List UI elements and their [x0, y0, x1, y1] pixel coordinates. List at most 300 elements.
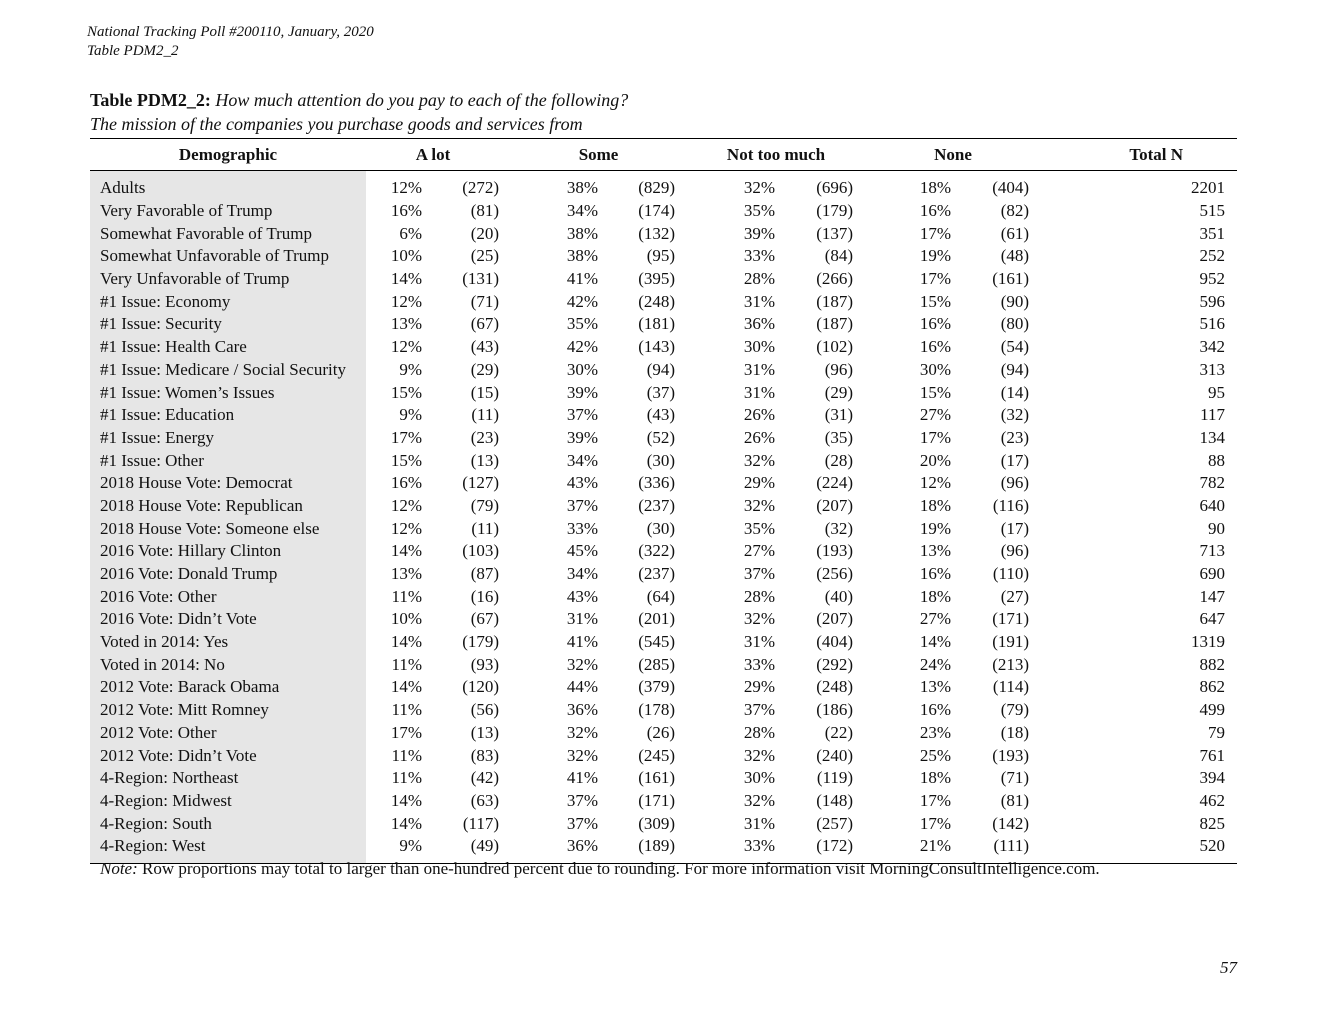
- row-label: 2016 Vote: Donald Trump: [90, 563, 366, 586]
- table-row: [90, 517, 1237, 540]
- not-too-much-count: (31): [824, 405, 854, 425]
- some-pct: 38%: [566, 246, 599, 266]
- not-too-much-pct: 31%: [743, 382, 776, 402]
- not-too-much-count: (32): [824, 518, 854, 538]
- column-gap: [676, 222, 698, 245]
- row-label: Somewhat Favorable of Trump: [90, 222, 366, 245]
- table-row: [90, 540, 1237, 563]
- column-gap: [500, 563, 521, 586]
- none-count: (171): [992, 609, 1030, 629]
- some-pct: 39%: [566, 427, 599, 447]
- column-gap: [676, 336, 698, 359]
- none-pct: 16%: [919, 314, 952, 334]
- not-too-much-pct: 28%: [743, 269, 776, 289]
- row-label: #1 Issue: Education: [90, 404, 366, 427]
- row-label: 2018 House Vote: Someone else: [90, 517, 366, 540]
- not-too-much-pct: 32%: [743, 609, 776, 629]
- column-gap: [854, 268, 876, 291]
- a-lot-pct: 15%: [390, 450, 422, 470]
- row-label: #1 Issue: Economy: [90, 290, 366, 313]
- column-gap: [676, 381, 698, 404]
- some-count: (43): [646, 405, 676, 425]
- a-lot-pct: 10%: [390, 609, 422, 629]
- column-gap: [500, 449, 521, 472]
- some-pct: 37%: [566, 790, 599, 810]
- column-gap: [854, 722, 876, 745]
- some-pct: 34%: [566, 450, 599, 470]
- some-pct: 43%: [566, 586, 599, 606]
- table-row: [90, 268, 1237, 291]
- table-row: [90, 290, 1237, 313]
- none-count: (82): [1000, 201, 1030, 221]
- not-too-much-pct: 32%: [743, 495, 776, 515]
- row-label: 2012 Vote: Didn’t Vote: [90, 744, 366, 767]
- table-row: [90, 472, 1237, 495]
- table-row: [90, 812, 1237, 835]
- column-gap: [500, 812, 521, 835]
- column-gap: [500, 608, 521, 631]
- header-row: [90, 139, 1237, 171]
- not-too-much-pct: 32%: [743, 178, 776, 198]
- a-lot-pct: 15%: [390, 382, 422, 402]
- a-lot-count: (117): [462, 813, 500, 833]
- total-n: 147: [1199, 586, 1226, 606]
- row-label: #1 Issue: Security: [90, 313, 366, 336]
- a-lot-count: (15): [470, 382, 500, 402]
- total-n: 862: [1199, 677, 1226, 697]
- not-too-much-pct: 28%: [743, 586, 776, 606]
- total-n: 690: [1199, 564, 1226, 584]
- none-pct: 17%: [919, 269, 952, 289]
- column-gap: [676, 290, 698, 313]
- none-count: (32): [1000, 405, 1030, 425]
- some-count: (30): [646, 518, 676, 538]
- not-too-much-count: (186): [816, 700, 854, 720]
- row-label: 2012 Vote: Other: [90, 722, 366, 745]
- none-count: (61): [1000, 223, 1030, 243]
- none-count: (18): [1000, 722, 1030, 742]
- a-lot-pct: 12%: [390, 518, 422, 538]
- not-too-much-count: (193): [816, 541, 854, 561]
- some-pct: 37%: [566, 495, 599, 515]
- not-too-much-count: (29): [824, 382, 854, 402]
- a-lot-pct: 11%: [391, 768, 422, 788]
- column-gap: [854, 313, 876, 336]
- a-lot-pct: 16%: [390, 473, 422, 493]
- none-pct: 17%: [919, 427, 952, 447]
- not-too-much-count: (207): [816, 495, 854, 515]
- some-count: (189): [638, 836, 676, 856]
- a-lot-pct: 14%: [390, 790, 422, 810]
- column-gap: [500, 744, 521, 767]
- a-lot-count: (120): [462, 677, 500, 697]
- a-lot-count: (131): [462, 269, 500, 289]
- none-pct: 27%: [919, 405, 952, 425]
- not-too-much-pct: 31%: [743, 359, 776, 379]
- some-count: (237): [638, 495, 676, 515]
- row-label: Voted in 2014: No: [90, 653, 366, 676]
- column-gap: [854, 245, 876, 268]
- not-too-much-count: (119): [816, 768, 854, 788]
- a-lot-count: (29): [470, 359, 500, 379]
- column-gap: [854, 540, 876, 563]
- some-count: (309): [638, 813, 676, 833]
- total-n: 499: [1199, 700, 1226, 720]
- none-pct: 16%: [919, 201, 952, 221]
- column-gap: [500, 653, 521, 676]
- table-row: [90, 245, 1237, 268]
- table-row: [90, 767, 1237, 790]
- some-pct: 38%: [566, 223, 599, 243]
- total-n: 252: [1199, 246, 1226, 266]
- column-gap: [676, 472, 698, 495]
- not-too-much-pct: 26%: [743, 427, 776, 447]
- total-n: 640: [1199, 495, 1226, 515]
- column-gap: [854, 472, 876, 495]
- total-n: 351: [1199, 223, 1226, 243]
- none-count: (142): [992, 813, 1030, 833]
- none-count: (17): [1000, 518, 1030, 538]
- column-gap: [854, 200, 876, 223]
- table-id: Table PDM2_2: [87, 43, 179, 59]
- row-label: #1 Issue: Health Care: [90, 336, 366, 359]
- none-pct: 16%: [919, 337, 952, 357]
- none-count: (94): [1000, 359, 1030, 379]
- a-lot-count: (43): [470, 337, 500, 357]
- not-too-much-count: (96): [824, 359, 854, 379]
- none-pct: 16%: [919, 700, 952, 720]
- not-too-much-pct: 32%: [743, 450, 776, 470]
- none-pct: 16%: [919, 564, 952, 584]
- note-text: Row proportions may total to larger than one-hundred percent due to rounding. For more information visit MorningConsultIntelligence.com.: [142, 859, 1100, 878]
- not-too-much-count: (248): [816, 677, 854, 697]
- column-gap: [854, 359, 876, 382]
- some-count: (248): [638, 291, 676, 311]
- results-table: [90, 138, 1237, 864]
- column-gap: [676, 359, 698, 382]
- column-gap: [676, 608, 698, 631]
- table-row: [90, 744, 1237, 767]
- none-pct: 13%: [919, 677, 952, 697]
- table-row: [90, 222, 1237, 245]
- not-too-much-pct: 30%: [743, 337, 776, 357]
- none-pct: 30%: [919, 359, 952, 379]
- not-too-much-count: (696): [816, 178, 854, 198]
- column-gap: [500, 313, 521, 336]
- column-gap: [854, 585, 876, 608]
- a-lot-count: (20): [470, 223, 500, 243]
- not-too-much-pct: 37%: [743, 700, 776, 720]
- none-pct: 19%: [919, 246, 952, 266]
- column-gap: [676, 517, 698, 540]
- not-too-much-pct: 35%: [743, 518, 776, 538]
- not-too-much-pct: 33%: [743, 246, 776, 266]
- some-count: (201): [638, 609, 676, 629]
- total-n: 342: [1199, 337, 1226, 357]
- column-gap: [500, 676, 521, 699]
- not-too-much-pct: 35%: [743, 201, 776, 221]
- not-too-much-count: (224): [816, 473, 854, 493]
- some-pct: 45%: [566, 541, 599, 561]
- total-n: 782: [1199, 473, 1226, 493]
- none-count: (14): [1000, 382, 1030, 402]
- row-label: Very Unfavorable of Trump: [90, 268, 366, 291]
- a-lot-count: (63): [470, 790, 500, 810]
- a-lot-count: (67): [470, 314, 500, 334]
- a-lot-pct: 14%: [390, 269, 422, 289]
- table-row: [90, 699, 1237, 722]
- table-row: [90, 449, 1237, 472]
- table-row: [90, 404, 1237, 427]
- a-lot-count: (23): [470, 427, 500, 447]
- some-pct: 42%: [566, 291, 599, 311]
- a-lot-pct: 14%: [390, 541, 422, 561]
- total-n: 647: [1199, 609, 1226, 629]
- row-label: Somewhat Unfavorable of Trump: [90, 245, 366, 268]
- not-too-much-pct: 32%: [743, 745, 776, 765]
- a-lot-count: (71): [470, 291, 500, 311]
- none-count: (96): [1000, 473, 1030, 493]
- some-count: (285): [638, 654, 676, 674]
- none-pct: 15%: [919, 382, 952, 402]
- poll-title: National Tracking Poll #200110, January, 2020: [87, 24, 374, 40]
- not-too-much-count: (102): [816, 337, 854, 357]
- none-count: (48): [1000, 246, 1030, 266]
- column-gap: [676, 744, 698, 767]
- column-gap: [676, 812, 698, 835]
- some-count: (174): [638, 201, 676, 221]
- some-pct: 34%: [566, 201, 599, 221]
- column-gap: [854, 653, 876, 676]
- column-gap: [676, 200, 698, 223]
- column-gap: [500, 790, 521, 813]
- none-pct: 20%: [919, 450, 952, 470]
- none-count: (81): [1000, 790, 1030, 810]
- not-too-much-count: (137): [816, 223, 854, 243]
- not-too-much-count: (266): [816, 269, 854, 289]
- caption-label: Table PDM2_2:: [90, 90, 211, 110]
- column-gap: [676, 449, 698, 472]
- col-none: None: [876, 139, 1030, 171]
- none-count: (111): [993, 836, 1030, 856]
- column-gap: [854, 449, 876, 472]
- a-lot-count: (49): [470, 836, 500, 856]
- column-gap: [500, 290, 521, 313]
- a-lot-count: (67): [470, 609, 500, 629]
- column-gap: [854, 222, 876, 245]
- a-lot-pct: 14%: [390, 813, 422, 833]
- some-pct: 41%: [566, 768, 599, 788]
- some-count: (322): [638, 541, 676, 561]
- table-caption: [90, 88, 1237, 136]
- none-count: (17): [1000, 450, 1030, 470]
- none-pct: 17%: [919, 790, 952, 810]
- a-lot-count: (83): [470, 745, 500, 765]
- none-pct: 24%: [919, 654, 952, 674]
- a-lot-count: (127): [462, 473, 500, 493]
- some-count: (379): [638, 677, 676, 697]
- total-n: 713: [1199, 541, 1226, 561]
- total-n: 134: [1199, 427, 1226, 447]
- column-gap: [500, 245, 521, 268]
- some-count: (178): [638, 700, 676, 720]
- not-too-much-pct: 31%: [743, 291, 776, 311]
- column-gap: [854, 517, 876, 540]
- table-row: [90, 631, 1237, 654]
- none-count: (96): [1000, 541, 1030, 561]
- a-lot-pct: 12%: [390, 495, 422, 515]
- a-lot-count: (179): [462, 632, 500, 652]
- column-gap: [500, 427, 521, 450]
- a-lot-pct: 9%: [399, 405, 422, 425]
- not-too-much-count: (35): [824, 427, 854, 447]
- row-label: #1 Issue: Other: [90, 449, 366, 472]
- total-n: 515: [1199, 201, 1226, 221]
- a-lot-pct: 17%: [390, 722, 422, 742]
- table-row: [90, 359, 1237, 382]
- some-pct: 32%: [566, 654, 599, 674]
- total-n: 596: [1199, 291, 1226, 311]
- row-label: 2016 Vote: Hillary Clinton: [90, 540, 366, 563]
- col-not-too-much: Not too much: [698, 139, 854, 171]
- some-count: (143): [638, 337, 676, 357]
- some-count: (171): [638, 790, 676, 810]
- column-gap: [854, 171, 876, 200]
- column-gap: [676, 313, 698, 336]
- not-too-much-pct: 33%: [743, 836, 776, 856]
- a-lot-pct: 13%: [390, 564, 422, 584]
- a-lot-pct: 14%: [390, 677, 422, 697]
- column-gap: [500, 495, 521, 518]
- a-lot-pct: 12%: [390, 291, 422, 311]
- none-pct: 27%: [919, 609, 952, 629]
- a-lot-pct: 11%: [391, 700, 422, 720]
- not-too-much-count: (28): [824, 450, 854, 470]
- column-gap: [854, 790, 876, 813]
- some-count: (395): [638, 269, 676, 289]
- none-count: (110): [992, 564, 1030, 584]
- column-gap: [676, 585, 698, 608]
- some-count: (64): [646, 586, 676, 606]
- table-row: [90, 563, 1237, 586]
- none-pct: 25%: [919, 745, 952, 765]
- some-count: (30): [646, 450, 676, 470]
- some-count: (336): [638, 473, 676, 493]
- col-some: Some: [521, 139, 676, 171]
- some-pct: 39%: [566, 382, 599, 402]
- column-gap: [854, 812, 876, 835]
- column-gap: [854, 381, 876, 404]
- some-count: (94): [646, 359, 676, 379]
- none-pct: 18%: [919, 768, 952, 788]
- none-pct: 17%: [919, 223, 952, 243]
- row-label: Very Favorable of Trump: [90, 200, 366, 223]
- column-gap: [854, 336, 876, 359]
- not-too-much-pct: 29%: [743, 473, 776, 493]
- column-gap: [676, 427, 698, 450]
- none-count: (27): [1000, 586, 1030, 606]
- some-count: (245): [638, 745, 676, 765]
- not-too-much-count: (172): [816, 836, 854, 856]
- row-label: 4-Region: West: [90, 835, 366, 863]
- some-pct: 37%: [566, 405, 599, 425]
- not-too-much-pct: 36%: [743, 314, 776, 334]
- none-pct: 17%: [919, 813, 952, 833]
- none-pct: 13%: [919, 541, 952, 561]
- a-lot-pct: 11%: [391, 586, 422, 606]
- not-too-much-pct: 37%: [743, 564, 776, 584]
- table-row: [90, 653, 1237, 676]
- row-label: 2018 House Vote: Democrat: [90, 472, 366, 495]
- not-too-much-count: (22): [824, 722, 854, 742]
- column-gap: [854, 699, 876, 722]
- column-gap: [500, 631, 521, 654]
- table-row: [90, 495, 1237, 518]
- column-gap: [500, 200, 521, 223]
- table-row: [90, 676, 1237, 699]
- not-too-much-pct: 31%: [743, 813, 776, 833]
- none-pct: 23%: [919, 722, 952, 742]
- table-row: [90, 381, 1237, 404]
- a-lot-pct: 9%: [399, 359, 422, 379]
- a-lot-pct: 12%: [390, 178, 422, 198]
- col-total-n: Total N: [1030, 139, 1237, 171]
- column-gap: [500, 222, 521, 245]
- row-label: #1 Issue: Women’s Issues: [90, 381, 366, 404]
- none-count: (161): [992, 269, 1030, 289]
- some-pct: 38%: [566, 178, 599, 198]
- column-gap: [676, 722, 698, 745]
- none-count: (90): [1000, 291, 1030, 311]
- column-gap: [854, 563, 876, 586]
- some-pct: 34%: [566, 564, 599, 584]
- none-count: (23): [1000, 427, 1030, 447]
- some-pct: 41%: [566, 269, 599, 289]
- none-count: (54): [1000, 337, 1030, 357]
- table-row: [90, 336, 1237, 359]
- row-label: 2012 Vote: Mitt Romney: [90, 699, 366, 722]
- some-count: (26): [646, 722, 676, 742]
- none-count: (114): [992, 677, 1030, 697]
- column-gap: [500, 336, 521, 359]
- col-a-lot: A lot: [366, 139, 500, 171]
- not-too-much-pct: 27%: [743, 541, 776, 561]
- some-pct: 30%: [566, 359, 599, 379]
- not-too-much-count: (292): [816, 654, 854, 674]
- not-too-much-count: (207): [816, 609, 854, 629]
- total-n: 95: [1208, 382, 1226, 402]
- a-lot-pct: 13%: [390, 314, 422, 334]
- column-gap: [500, 171, 521, 200]
- a-lot-pct: 17%: [390, 427, 422, 447]
- some-pct: 33%: [566, 518, 599, 538]
- column-gap: [500, 540, 521, 563]
- total-n: 117: [1200, 405, 1226, 425]
- none-count: (79): [1000, 700, 1030, 720]
- column-gap: [676, 653, 698, 676]
- running-head: [87, 23, 374, 61]
- table-note: [100, 858, 1100, 880]
- table-row: [90, 722, 1237, 745]
- a-lot-pct: 14%: [390, 632, 422, 652]
- none-pct: 15%: [919, 291, 952, 311]
- total-n: 882: [1199, 654, 1226, 674]
- row-label: 4-Region: Midwest: [90, 790, 366, 813]
- column-gap: [500, 699, 521, 722]
- column-gap: [500, 472, 521, 495]
- none-count: (80): [1000, 314, 1030, 334]
- a-lot-pct: 11%: [391, 745, 422, 765]
